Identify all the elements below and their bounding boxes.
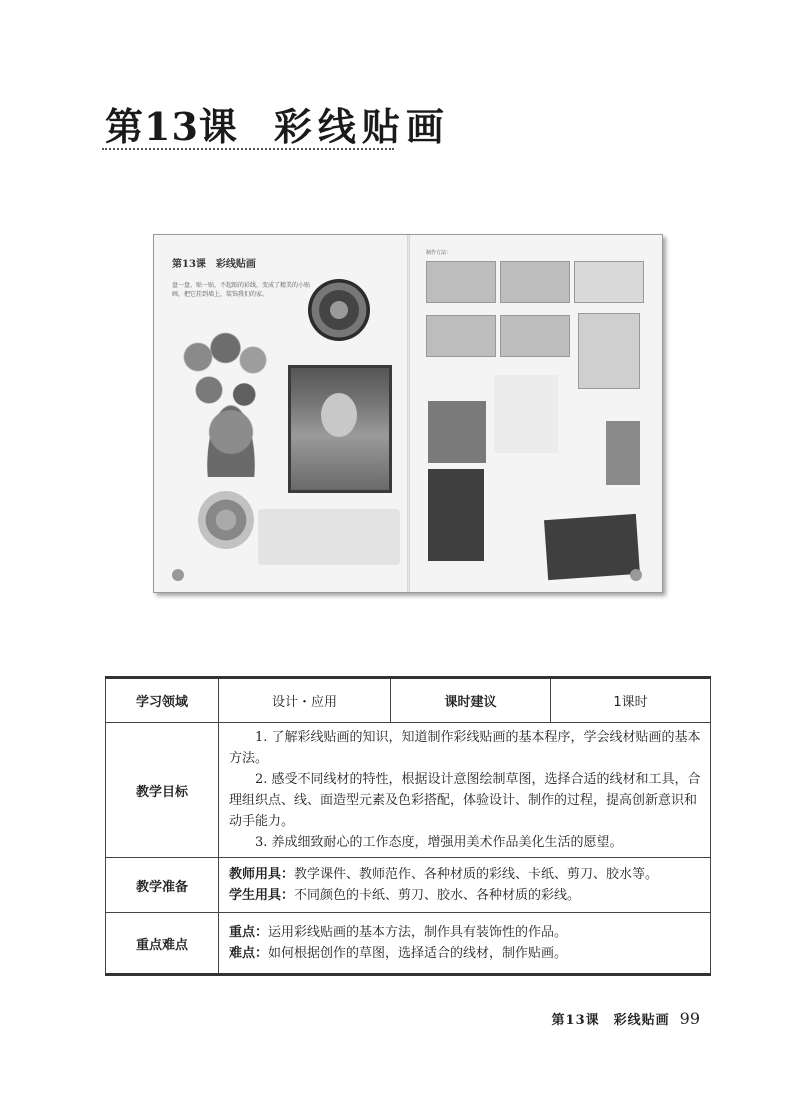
difficulty-text: 如何根据创作的草图，选择适合的线材，制作贴画。 — [268, 946, 568, 961]
circular-artwork — [308, 279, 370, 341]
spread-right-label: 制作方法： — [426, 250, 452, 256]
teacher-tools-text: 教学课件、教师范作、各种材质的彩线、卡纸、剪刀、胶水等。 — [294, 867, 659, 882]
portrait-artwork — [288, 365, 392, 493]
spread-left-title: 第13课 彩线贴画 — [172, 259, 256, 270]
step-thumbnail — [574, 261, 644, 303]
difficulty-label: 难点： — [229, 946, 269, 961]
left-page-number-dot — [172, 569, 184, 581]
key-points-label: 重点难点 — [106, 913, 219, 975]
teaching-plan-table — [105, 676, 711, 976]
learning-domain-label: 学习领域 — [106, 678, 219, 723]
student-work-photo — [428, 401, 486, 463]
small-flower-artwork — [198, 491, 254, 549]
goal-item: 1. 了解彩线贴画的知识，知道制作彩线贴画的基本程序，学会线材贴画的基本方法。 — [229, 730, 701, 766]
key-points-content — [219, 913, 711, 975]
step-thumbnail — [500, 261, 570, 303]
learning-domain-value: 设计・应用 — [219, 678, 391, 723]
flower-bouquet-artwork — [176, 327, 286, 477]
spread-left-text: 盘一盘、贴一贴，不起眼的彩线，变成了精美的小贴画，把它挂到墙上，装饰我们的家。 — [172, 282, 311, 298]
class-hours-label: 课时建议 — [391, 678, 551, 723]
footer-chapter: 第13课 彩线贴画 — [551, 1013, 670, 1028]
teaching-goals-content — [219, 723, 711, 858]
student-work-photo — [428, 469, 484, 561]
teacher-tools-label: 教师用具： — [229, 867, 295, 882]
key-point-label: 重点： — [229, 925, 269, 940]
class-hours-value: 1课时 — [551, 678, 711, 723]
step-thumbnail — [426, 261, 496, 303]
step-thumbnail — [500, 315, 570, 357]
step-thumbnail — [426, 315, 496, 357]
textbook-spread-image — [153, 234, 663, 593]
spread-fold — [407, 235, 410, 592]
teaching-goals-label: 教学目标 — [106, 723, 219, 858]
lesson-number: 第13课 — [105, 104, 238, 149]
vase-artwork — [578, 313, 640, 389]
framed-work-photo — [544, 514, 640, 580]
page-title — [105, 96, 450, 151]
page-number: 99 — [679, 1009, 700, 1028]
lesson-name: 彩线贴画 — [273, 104, 450, 149]
goal-item: 3. 养成细致耐心的工作态度，增强用美术作品美化生活的愿望。 — [255, 835, 623, 850]
page-footer — [552, 1009, 700, 1028]
tip-box — [258, 509, 400, 565]
title-underline — [102, 148, 394, 150]
key-point-text: 运用彩线贴画的基本方法，制作具有装饰性的作品。 — [268, 925, 568, 940]
learning-requirements-box — [494, 375, 558, 453]
right-page-number-dot — [630, 569, 642, 581]
teaching-prep-content — [219, 858, 711, 913]
student-tools-text: 不同颜色的卡纸、剪刀、胶水、各种材质的彩线。 — [294, 888, 581, 903]
goal-item: 2. 感受不同线材的特性，根据设计意图绘制草图，选择合适的线材和工具，合理组织点、线、面造型元素及色彩搭配，体验设计、制作的过程，提高创新意识和动手能力。 — [229, 772, 701, 829]
figure-artwork — [606, 421, 640, 485]
teaching-prep-label: 教学准备 — [106, 858, 219, 913]
student-tools-label: 学生用具： — [229, 888, 295, 903]
